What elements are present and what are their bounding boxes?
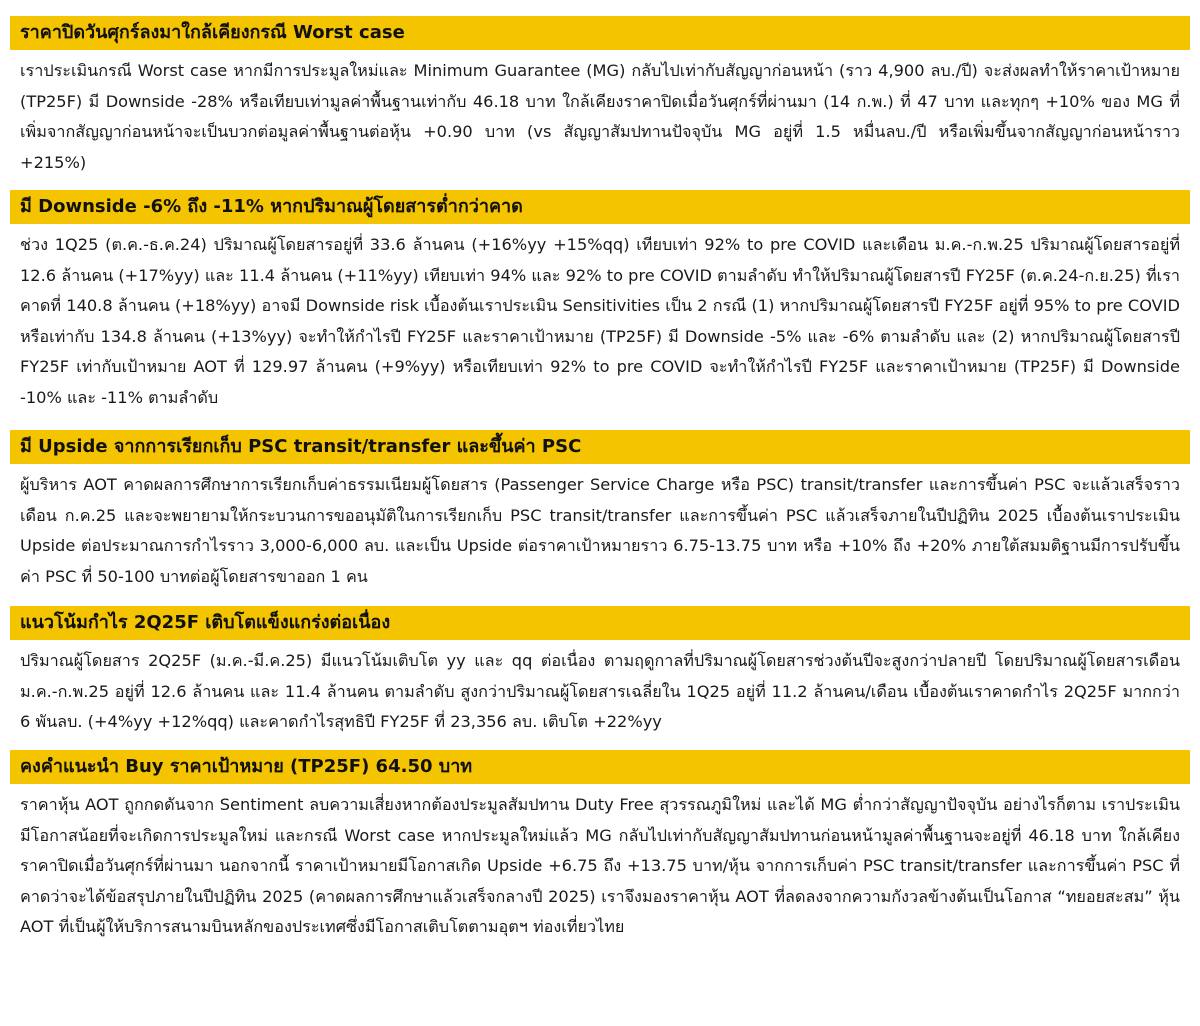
section-heading: คงคำแนะนำ Buy ราคาเป้าหมาย (TP25F) 64.50 บาท <box>10 750 1190 784</box>
section-psc-upside <box>10 430 1190 606</box>
section-paragraph: ปริมาณผู้โดยสาร 2Q25F (ม.ค.-มี.ค.25) มีแนวโน้มเติบโต yy และ qq ต่อเนื่อง ตามฤดูกาลที่ปริมาณผู้โดยสารช่วงต้นปีจะสูงกว่าปลายปี โดยปริมาณผู้โดยสารเดือน ม.ค.-ก.พ.25 อยู่ที่ 12.6 ล้านคน และ 11.4 ล้านคน ตามลำดับ สูงกว่าปริมาณผู้โดยสารเฉลี่ยใน 1Q25 อยู่ที่ 11.2 ล้านคน/เดือน เบื้องต้นเราคาดกำไร 2Q25F มากกว่า 6 พันลบ. (+4%yy +12%qq) และคาดกำไรสุทธิปี FY25F ที่ 23,356 ลบ. เติบโต +22%yy <box>20 651 1180 731</box>
section-heading: ราคาปิดวันศุกร์ลงมาใกล้เคียงกรณี Worst case <box>10 16 1190 50</box>
section-worst-case <box>10 16 1190 190</box>
section-heading: มี Downside -6% ถึง -11% หากปริมาณผู้โดยสารต่ำกว่าคาด <box>10 190 1190 224</box>
section-recommendation <box>10 750 1190 994</box>
section-passenger-downside <box>10 190 1190 430</box>
section-paragraph: ผู้บริหาร AOT คาดผลการศึกษาการเรียกเก็บค่าธรรมเนียมผู้โดยสาร (Passenger Service Charge หรือ PSC) transit/transfer และการขึ้นค่า PSC จะแล้วเสร็จราวเดือน ก.ค.25 และจะพยายามให้กระบวนการขออนุมัติในการเรียกเก็บ PSC transit/transfer และการขึ้นค่า PSC แล้วเสร็จภายในปีปฏิทิน 2025 เบื้องต้นเราประเมิน Upside ต่อประมาณการกำไรราว 3,000-6,000 ลบ. และเป็น Upside ต่อราคาเป้าหมายราว 6.75-13.75 บาท หรือ +10% ถึง +20% ภายใต้สมมติฐานมีการปรับขึ้นค่า PSC ที่ 50-100 บาทต่อผู้โดยสารขาออก 1 คน <box>20 475 1180 586</box>
section-profit-outlook <box>10 606 1190 750</box>
section-heading: แนวโน้มกำไร 2Q25F เติบโตแข็งแกร่งต่อเนื่อง <box>10 606 1190 640</box>
section-paragraph: ช่วง 1Q25 (ต.ค.-ธ.ค.24) ปริมาณผู้โดยสารอยู่ที่ 33.6 ล้านคน (+16%yy +15%qq) เทียบเท่า 92% to pre COVID และเดือน ม.ค.-ก.พ.25 ปริมาณผู้โดยสารอยู่ที่ 12.6 ล้านคน (+17%yy) และ 11.4 ล้านคน (+11%yy) เทียบเท่า 94% และ 92% to pre COVID ตามลำดับ ทำให้ปริมาณผู้โดยสารปี FY25F (ต.ค.24-ก.ย.25) ที่เราคาดที่ 140.8 ล้านคน (+18%yy) อาจมี Downside risk เบื้องต้นเราประเมิน Sensitivities เป็น 2 กรณี (1) หากปริมาณผู้โดยสารปี FY25F อยู่ที่ 95% to pre COVID หรือเท่ากับ 134.8 ล้านคน (+13%yy) จะทำให้กำไรปี FY25F และราคาเป้าหมาย (TP25F) มี Downside -5% และ -6% ตามลำดับ และ (2) หากปริมาณผู้โดยสารปี FY25F เท่ากับเป้าหมาย AOT ที่ 129.97 ล้านคน (+9%yy) หรือเทียบเท่า 92% to pre COVID จะทำให้กำไรปี FY25F และราคาเป้าหมาย (TP25F) มี Downside -10% และ -11% ตามลำดับ <box>20 235 1180 407</box>
section-paragraph: ราคาหุ้น AOT ถูกกดดันจาก Sentiment ลบความเสี่ยงหากต้องประมูลสัมปทาน Duty Free สุวรรณภูมิใหม่ และได้ MG ต่ำกว่าสัญญาปัจจุบัน อย่างไรก็ตาม เราประเมินมีโอกาสน้อยที่จะเกิดการประมูลใหม่ และกรณี Worst case หากประมูลใหม่แล้ว MG กลับไปเท่ากับสัญญาสัมปทานก่อนหน้ามูลค่าพื้นฐานจะอยู่ที่ 46.18 บาท ใกล้เคียงราคาปิดเมื่อวันศุกร์ที่ผ่านมา นอกจากนี้ ราคาเป้าหมายมีโอกาสเกิด Upside +6.75 ถึง +13.75 บาท/หุ้น จากการเก็บค่า PSC transit/transfer และการขึ้นค่า PSC ที่คาดว่าจะได้ข้อสรุปภายในปีปฏิทิน 2025 (คาดผลการศึกษาแล้วเสร็จกลางปี 2025) เราจึงมองราคาหุ้น AOT ที่ลดลงจากความกังวลข้างต้นเป็นโอกาส “ทยอยสะสม” หุ้น AOT ที่เป็นผู้ให้บริการสนามบินหลักของประเทศซึ่งมีโอกาสเติบโตตามอุตฯ ท่องเที่ยวไทย <box>20 795 1180 936</box>
section-paragraph: เราประเมินกรณี Worst case หากมีการประมูลใหม่และ Minimum Guarantee (MG) กลับไปเท่ากับสัญญาก่อนหน้า (ราว 4,900 ลบ./ปี) จะส่งผลทำให้ราคาเป้าหมาย (TP25F) มี Downside -28% หรือเทียบเท่ามูลค่าพื้นฐานเท่ากับ 46.18 บาท ใกล้เคียงราคาปิดเมื่อวันศุกร์ที่ผ่านมา (14 ก.พ.) ที่ 47 บาท และทุกๆ +10% ของ MG ที่เพิ่มจากสัญญาก่อนหน้าจะเป็นบวกต่อมูลค่าพื้นฐานต่อหุ้น +0.90 บาท (vs สัญญาสัมปทานปัจจุบัน MG อยู่ที่ 1.5 หมื่นลบ./ปี หรือเพิ่มขึ้นจากสัญญาก่อนหน้าราว +215%) <box>20 61 1180 172</box>
section-heading: มี Upside จากการเรียกเก็บ PSC transit/transfer และขึ้นค่า PSC <box>10 430 1190 464</box>
